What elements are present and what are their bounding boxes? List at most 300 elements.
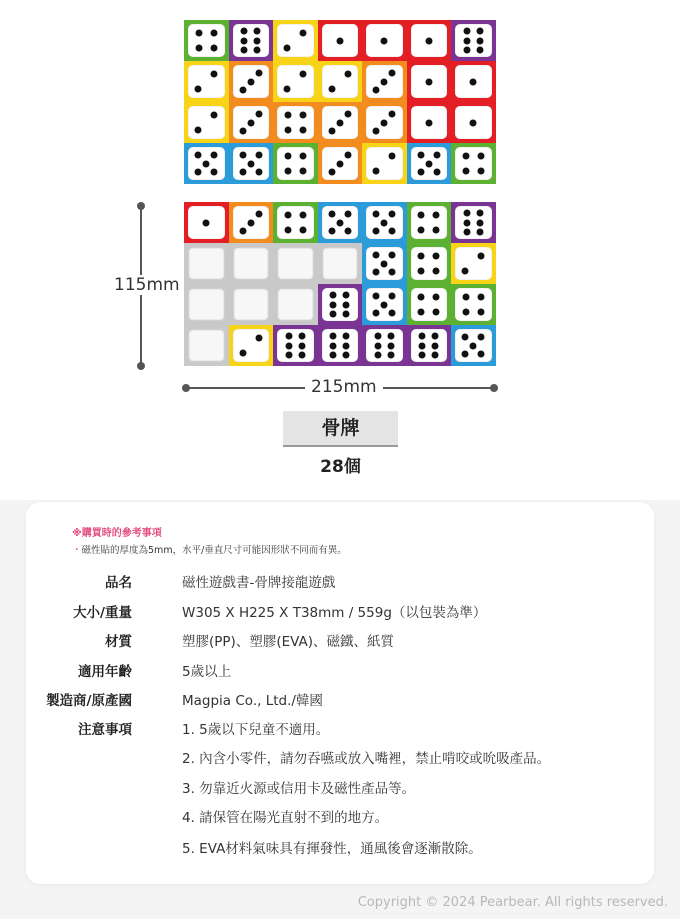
domino-tile [273, 284, 318, 325]
die-face-two [366, 147, 403, 180]
die-pip [239, 152, 246, 159]
die-face-five [322, 206, 359, 239]
die-pip [419, 333, 426, 340]
die-pip [462, 167, 469, 174]
die-face-six [322, 329, 359, 362]
die-pip [195, 85, 202, 92]
die-face-six [455, 24, 492, 57]
die-face-one [455, 106, 492, 139]
die-face-two [188, 106, 225, 139]
die-pip [344, 152, 351, 159]
domino-tile [184, 202, 229, 243]
domino-tile [318, 61, 363, 102]
domino-tile [273, 243, 318, 284]
spec-label: 品名 [105, 575, 132, 591]
die-pip [239, 168, 246, 175]
die-pip [387, 351, 394, 358]
domino-tile [362, 202, 407, 243]
die-pip [254, 28, 261, 35]
die-pip [477, 294, 484, 301]
die-pip [425, 160, 432, 167]
product-count-label: 28個 [320, 457, 361, 477]
die-face-three [322, 147, 359, 180]
die-pip [373, 252, 380, 259]
die-pip [419, 342, 426, 349]
spec-value: 5. EVA材料氣味具有揮發性，通風後會逐漸散除。 [182, 841, 482, 857]
die-face-five [366, 288, 403, 321]
die-pip [373, 86, 380, 93]
die-face-four [277, 147, 314, 180]
die-pip [470, 78, 477, 85]
die-pip [241, 46, 248, 53]
die-face-four [455, 147, 492, 180]
die-pip [476, 28, 483, 35]
die-pip [374, 333, 381, 340]
die-pip [389, 211, 396, 218]
die-face-five [411, 147, 448, 180]
domino-tile [184, 325, 229, 366]
die-pip [255, 70, 262, 77]
domino-tile [451, 143, 496, 184]
domino-tile [229, 102, 274, 143]
die-pip [478, 253, 485, 260]
die-face-four [455, 288, 492, 321]
domino-tile [273, 61, 318, 102]
die-pip [254, 46, 261, 53]
die-pip [285, 351, 292, 358]
die-pip [344, 111, 351, 118]
spec-value: 塑膠(PP)、塑膠(EVA)、磁鐵、紙質 [182, 634, 394, 650]
die-pip [374, 351, 381, 358]
die-face-three [366, 65, 403, 98]
die-pip [389, 252, 396, 259]
domino-tile [362, 284, 407, 325]
die-face-three [233, 65, 270, 98]
die-pip [343, 333, 350, 340]
die-face-blank [188, 288, 225, 321]
die-pip [344, 211, 351, 218]
die-face-four [411, 206, 448, 239]
die-pip [374, 342, 381, 349]
die-face-four [277, 106, 314, 139]
die-pip [433, 168, 440, 175]
domino-tile [318, 243, 363, 284]
spec-label: 製造商/原產國 [46, 693, 132, 709]
die-pip [419, 351, 426, 358]
die-pip [336, 37, 343, 44]
domino-tile [273, 325, 318, 366]
domino-tile [229, 325, 274, 366]
die-pip [462, 350, 469, 357]
spec-value: 磁性遊戲書-骨牌接龍遊戲 [182, 575, 336, 591]
die-pip [241, 28, 248, 35]
die-pip [195, 168, 202, 175]
die-pip [462, 294, 469, 301]
die-pip [476, 37, 483, 44]
die-pip [389, 309, 396, 316]
die-pip [463, 228, 470, 235]
domino-tile [407, 143, 452, 184]
die-pip [239, 349, 246, 356]
die-pip [387, 342, 394, 349]
die-pip [284, 85, 291, 92]
die-pip [255, 211, 262, 218]
die-pip [373, 293, 380, 300]
spec-value: 5歲以上 [182, 664, 232, 680]
die-pip [300, 30, 307, 37]
die-pip [418, 308, 425, 315]
die-face-three [366, 106, 403, 139]
die-pip [247, 78, 254, 85]
domino-tile [362, 102, 407, 143]
die-face-five [455, 329, 492, 362]
die-pip [432, 333, 439, 340]
domino-tile [229, 284, 274, 325]
die-pip [195, 30, 202, 37]
die-pip [328, 127, 335, 134]
die-pip [285, 333, 292, 340]
die-face-three [322, 106, 359, 139]
spec-label: 適用年齡 [78, 664, 132, 680]
die-pip [463, 37, 470, 44]
die-pip [336, 119, 343, 126]
domino-tile [451, 20, 496, 61]
die-pip [210, 44, 217, 51]
die-pip [389, 70, 396, 77]
die-face-five [366, 206, 403, 239]
die-pip [373, 167, 380, 174]
die-pip [389, 268, 396, 275]
die-pip [381, 78, 388, 85]
domino-tile [407, 61, 452, 102]
die-pip [432, 351, 439, 358]
die-pip [373, 309, 380, 316]
die-pip [343, 351, 350, 358]
die-pip [463, 28, 470, 35]
die-pip [203, 160, 210, 167]
domino-tile [229, 143, 274, 184]
die-pip [462, 308, 469, 315]
die-pip [299, 112, 306, 119]
die-pip [298, 342, 305, 349]
domino-tile [184, 102, 229, 143]
die-pip [476, 219, 483, 226]
spec-value: W305 X H225 X T38mm / 559g（以包裝為準） [182, 605, 487, 621]
die-pip [330, 351, 337, 358]
die-pip [300, 71, 307, 78]
die-face-five [188, 147, 225, 180]
domino-tile [362, 325, 407, 366]
domino-tile [407, 243, 452, 284]
die-pip [284, 153, 291, 160]
die-pip [343, 342, 350, 349]
die-pip [433, 226, 440, 233]
spec-card [26, 502, 654, 884]
die-pip [255, 168, 262, 175]
spec-value: 1. 5歲以下兒童不適用。 [182, 722, 330, 738]
die-pip [255, 335, 262, 342]
die-pip [344, 71, 351, 78]
die-pip [373, 227, 380, 234]
dice-grid-bottom [184, 202, 496, 366]
domino-tile [362, 20, 407, 61]
domino-tile [362, 61, 407, 102]
die-face-blank [322, 247, 359, 280]
die-pip [478, 350, 485, 357]
die-pip [211, 112, 218, 119]
die-pip [211, 168, 218, 175]
die-face-six [366, 329, 403, 362]
die-pip [285, 342, 292, 349]
die-pip [239, 227, 246, 234]
die-face-five [366, 247, 403, 280]
domino-tile [273, 143, 318, 184]
die-pip [418, 267, 425, 274]
product-name-label: 骨牌 [283, 411, 398, 447]
die-face-blank [233, 247, 270, 280]
copyright-text: Copyright © 2024 Pearbear. All rights reserved. [357, 895, 668, 910]
die-pip [210, 30, 217, 37]
spec-value: Magpia Co., Ltd./韓國 [182, 693, 323, 709]
die-pip [298, 351, 305, 358]
die-pip [255, 111, 262, 118]
die-face-three [233, 206, 270, 239]
die-pip [239, 127, 246, 134]
domino-tile [184, 243, 229, 284]
dimension-endpoint [490, 384, 498, 392]
die-face-four [411, 288, 448, 321]
die-pip [425, 78, 432, 85]
die-pip [477, 153, 484, 160]
die-pip [463, 210, 470, 217]
die-pip [418, 226, 425, 233]
die-pip [476, 228, 483, 235]
die-pip [299, 212, 306, 219]
die-pip [381, 37, 388, 44]
die-pip [462, 153, 469, 160]
die-pip [330, 342, 337, 349]
die-face-one [411, 24, 448, 57]
die-pip [417, 152, 424, 159]
width-label: 215mm [305, 377, 383, 397]
domino-tile [407, 325, 452, 366]
spec-value: 4. 請保管在陽光直射不到的地方。 [182, 810, 389, 826]
die-pip [328, 211, 335, 218]
die-pip [211, 152, 218, 159]
die-pip [433, 212, 440, 219]
die-pip [330, 333, 337, 340]
domino-tile [273, 202, 318, 243]
spec-label: 大小/重量 [73, 605, 132, 621]
die-face-two [455, 247, 492, 280]
die-face-blank [277, 247, 314, 280]
die-pip [299, 153, 306, 160]
domino-tile [318, 143, 363, 184]
die-pip [433, 267, 440, 274]
die-pip [425, 119, 432, 126]
die-face-four [277, 206, 314, 239]
die-pip [470, 342, 477, 349]
die-face-two [277, 24, 314, 57]
domino-tile [229, 20, 274, 61]
die-face-blank [233, 288, 270, 321]
domino-tile [184, 143, 229, 184]
dimension-endpoint [137, 362, 145, 370]
die-pip [203, 219, 210, 226]
die-pip [299, 226, 306, 233]
domino-tile [184, 20, 229, 61]
die-pip [336, 160, 343, 167]
die-face-blank [188, 329, 225, 362]
die-pip [195, 44, 202, 51]
die-pip [433, 294, 440, 301]
die-pip [299, 167, 306, 174]
domino-tile [451, 102, 496, 143]
domino-tile [407, 102, 452, 143]
domino-tile [451, 61, 496, 102]
die-pip [432, 342, 439, 349]
die-face-two [277, 65, 314, 98]
spec-label: 材質 [105, 634, 132, 650]
die-pip [418, 212, 425, 219]
domino-tile [273, 102, 318, 143]
die-face-three [233, 106, 270, 139]
die-pip [463, 219, 470, 226]
notice-text: 磁性貼的厚度為5mm，水平/垂直尺寸可能因形狀不同而有異。 [81, 545, 347, 556]
die-pip [418, 294, 425, 301]
domino-tile [407, 202, 452, 243]
die-pip [470, 119, 477, 126]
die-pip [433, 253, 440, 260]
die-pip [478, 334, 485, 341]
die-pip [343, 301, 350, 308]
die-pip [433, 308, 440, 315]
die-pip [381, 260, 388, 267]
die-pip [330, 301, 337, 308]
domino-tile [318, 20, 363, 61]
die-pip [381, 219, 388, 226]
notice-title: ※購買時的參考事項 [72, 528, 162, 539]
die-pip [330, 292, 337, 299]
die-pip [463, 46, 470, 53]
die-pip [328, 168, 335, 175]
die-pip [373, 211, 380, 218]
die-face-four [188, 24, 225, 57]
die-pip [195, 152, 202, 159]
domino-tile [318, 202, 363, 243]
die-face-six [233, 24, 270, 57]
domino-tile [362, 243, 407, 284]
die-face-six [455, 206, 492, 239]
die-pip [462, 334, 469, 341]
die-face-one [455, 65, 492, 98]
domino-tile [318, 325, 363, 366]
domino-tile [184, 61, 229, 102]
die-pip [328, 227, 335, 234]
domino-tile [273, 20, 318, 61]
die-face-six [277, 329, 314, 362]
die-pip [239, 86, 246, 93]
die-pip [387, 333, 394, 340]
domino-tile [407, 284, 452, 325]
domino-tile [451, 284, 496, 325]
die-pip [389, 227, 396, 234]
spec-value: 2. 內含小零件，請勿吞嚥或放入嘴裡，禁止啃咬或吮吸產品。 [182, 751, 551, 767]
die-pip [247, 219, 254, 226]
domino-tile [451, 202, 496, 243]
die-pip [381, 301, 388, 308]
domino-tile [318, 284, 363, 325]
dimension-endpoint [137, 202, 145, 210]
spec-label: 注意事項 [78, 722, 132, 738]
notice-line [72, 542, 347, 556]
domino-tile [318, 102, 363, 143]
die-face-one [366, 24, 403, 57]
die-face-blank [188, 247, 225, 280]
domino-tile [229, 202, 274, 243]
die-face-six [411, 329, 448, 362]
die-pip [247, 119, 254, 126]
die-pip [476, 46, 483, 53]
die-pip [284, 126, 291, 133]
domino-tile [184, 284, 229, 325]
die-face-two [322, 65, 359, 98]
die-pip [195, 126, 202, 133]
die-pip [373, 127, 380, 134]
die-face-one [188, 206, 225, 239]
die-face-one [322, 24, 359, 57]
die-face-two [188, 65, 225, 98]
die-pip [328, 85, 335, 92]
die-pip [330, 310, 337, 317]
die-pip [343, 310, 350, 317]
die-face-blank [277, 288, 314, 321]
die-pip [343, 292, 350, 299]
die-pip [417, 168, 424, 175]
die-pip [284, 112, 291, 119]
die-pip [284, 226, 291, 233]
notice-bullet: ・ [72, 545, 82, 556]
die-pip [344, 227, 351, 234]
die-pip [336, 219, 343, 226]
die-pip [389, 293, 396, 300]
die-pip [284, 167, 291, 174]
die-pip [247, 160, 254, 167]
domino-tile [229, 243, 274, 284]
die-pip [389, 111, 396, 118]
die-pip [284, 212, 291, 219]
die-pip [241, 37, 248, 44]
die-pip [433, 152, 440, 159]
die-pip [255, 152, 262, 159]
die-pip [477, 308, 484, 315]
die-pip [299, 126, 306, 133]
die-face-two [233, 329, 270, 362]
die-face-four [411, 247, 448, 280]
die-pip [476, 210, 483, 217]
die-pip [284, 44, 291, 51]
die-face-one [411, 106, 448, 139]
die-pip [298, 333, 305, 340]
die-pip [425, 37, 432, 44]
domino-tile [407, 20, 452, 61]
die-pip [254, 37, 261, 44]
dice-grid-top [184, 20, 496, 184]
dimension-endpoint [182, 384, 190, 392]
die-pip [389, 153, 396, 160]
domino-tile [362, 143, 407, 184]
die-face-five [233, 147, 270, 180]
